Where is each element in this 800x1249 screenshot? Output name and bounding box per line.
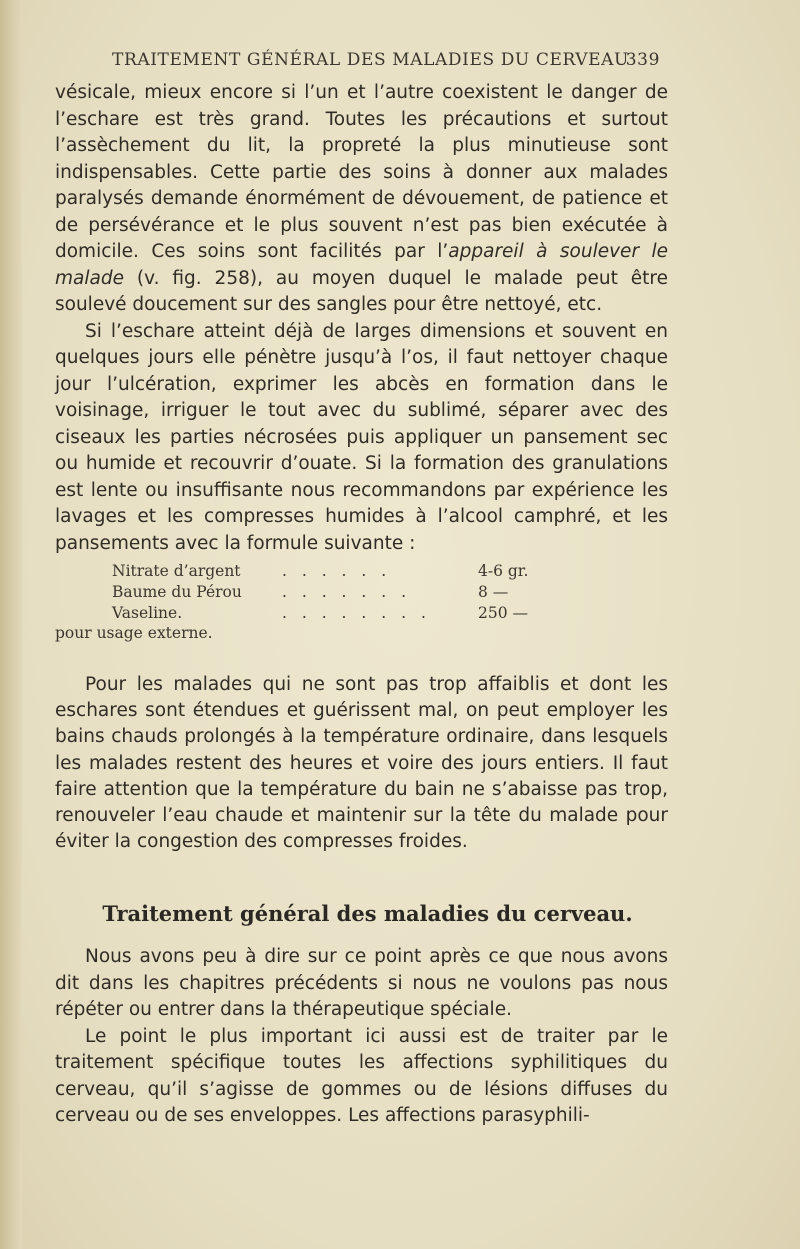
ingredient-quantity: 8 — — [478, 583, 509, 601]
leader-dots: . . . . . . . — [282, 583, 412, 601]
ingredient-quantity: 250 — — [478, 604, 529, 622]
paragraph-text: vésicale, mieux encore si l’un et l’autre coexistent le danger de l’eschare est très grand. Toutes les précautions et surtout l’assèchement du lit, la propreté la plus minutieuse sont indispensables. Cette partie des soins à donner aux malades paralysés demande énormément de dévouement, de patience et de persévérance et le plus souvent n’est pas bien exécutée à domicile. Ces soins sont facilités par l’ — [55, 82, 668, 262]
prescription-row — [112, 561, 582, 582]
ingredient-name: Nitrate d’argent — [112, 562, 241, 580]
prescription-formula — [112, 561, 582, 624]
page-edge-shadow — [0, 0, 22, 1249]
paragraph-syphilis: Le point le plus important ici aussi est de traiter par le traitement spécifique toutes les affections syphilitiques du cerveau, qu’il s’agisse de gommes ou de lésions diffuses du cerveau ou de ses enveloppes. Les affections parasyphili- — [55, 1025, 668, 1126]
running-head-title: TRAITEMENT GÉNÉRAL DES MALADIES DU CERVEAU — [112, 50, 629, 70]
usage-note: pour usage externe. — [55, 624, 213, 642]
leader-dots: . . . . . . — [282, 562, 392, 580]
leader-dots: . . . . . . . . — [282, 604, 431, 622]
text-block-top — [55, 80, 668, 557]
text-block-bottom — [55, 944, 668, 1130]
paragraph-eschare-treatment: Si l’eschare atteint déjà de larges dimensions et souvent en quelques jours elle pénètre jusqu’à l’os, il faut nettoyer chaque jour l’ulcération, exprimer les abcès en formation dans le voisinage, irriguer le tout avec du sublimé, séparer avec des ciseaux les parties nécrosées puis appliquer un pansement sec ou humide et recouvrir d’ouate. Si la formation des granulations est lente ou insuffisante nous recommandons par expérience les lavages et les compresses humides à l’alcool camphré, et les pansements avec la formule suivante : — [55, 320, 668, 554]
ingredient-name: Baume du Pérou — [112, 583, 242, 601]
prescription-row — [112, 603, 582, 624]
text-block-middle — [55, 672, 668, 855]
italic-term: appareil à soulever le malade — [55, 241, 668, 289]
paragraph-eschare-care — [55, 80, 668, 319]
section-heading: Traitement général des maladies du cerveau. — [102, 901, 633, 926]
paragraph-intro: Nous avons peu à dire sur ce point après ce que nous avons dit dans les chapitres précédents si nous ne voulons pas nous répéter ou entrer dans la thérapeutique spéciale. — [55, 946, 668, 1020]
paragraph-text: (v. fig. 258), au moyen duquel le malade peut être soulevé doucement sur des sangles pour être nettoyé, etc. — [55, 267, 668, 315]
paragraph-warm-baths: Pour les malades qui ne sont pas trop affaiblis et dont les eschares sont étendues et guérissent mal, on peut employer les bains chauds prolongés à la température ordinaire, dans lesquels les malades restent des heures et voire des jours entiers. Il faut faire attention que la température du bain ne s’abaisse pas trop, renouveler l’eau chaude et maintenir sur la tête du malade pour éviter la congestion des compresses froides. — [55, 674, 668, 853]
prescription-row — [112, 582, 582, 603]
ingredient-name: Vaseline. — [112, 604, 183, 622]
page-number: 339 — [625, 50, 660, 70]
ingredient-quantity: 4-6 gr. — [478, 562, 529, 580]
